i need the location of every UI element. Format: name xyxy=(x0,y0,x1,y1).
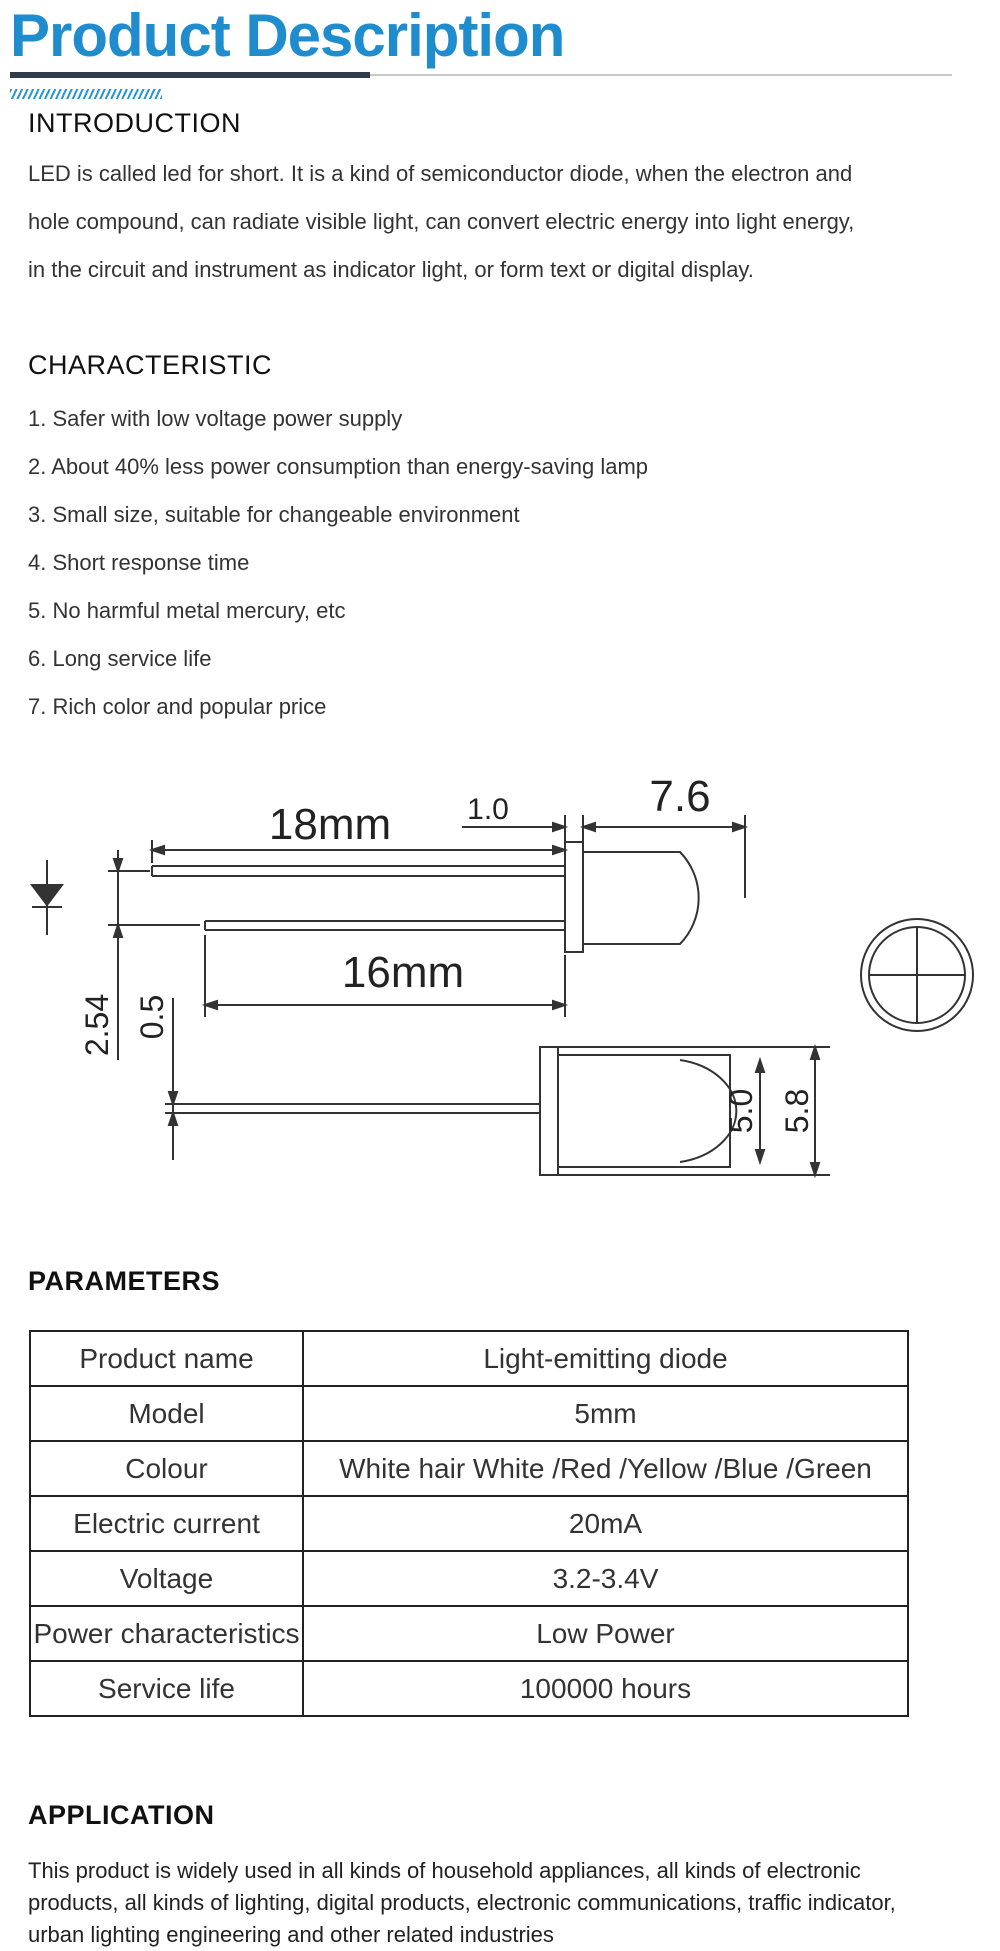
dim-arrow xyxy=(553,1001,565,1009)
side-flange xyxy=(540,1047,558,1175)
param-value: Light-emitting diode xyxy=(303,1331,908,1386)
dim-label-5-8: 5.8 xyxy=(779,1088,815,1134)
table-row xyxy=(30,1496,908,1551)
list-item: 5. No harmful metal mercury, etc xyxy=(28,598,346,623)
decorative-stripes xyxy=(10,89,162,99)
dim-arrow xyxy=(169,1092,177,1104)
dim-arrow xyxy=(553,823,565,831)
page-title: Product Description xyxy=(10,2,565,69)
dim-label-18mm: 18mm xyxy=(268,800,392,849)
application-heading: APPLICATION xyxy=(28,1800,215,1830)
param-name: Colour xyxy=(30,1441,303,1496)
led-lens xyxy=(583,852,699,944)
characteristic-list xyxy=(28,395,648,731)
table-row xyxy=(30,1661,908,1716)
dim-arrow xyxy=(114,925,122,937)
characteristic-heading: CHARACTERISTIC xyxy=(28,350,273,380)
param-value: 5mm xyxy=(303,1386,908,1441)
dim-label-16mm: 16mm xyxy=(341,948,465,997)
dim-arrow xyxy=(205,1001,217,1009)
side-body xyxy=(558,1055,730,1167)
application-line: This product is widely used in all kinds of household appliances, all kinds of electronic xyxy=(28,1858,861,1883)
parameters-table xyxy=(29,1330,909,1717)
param-value: 3.2-3.4V xyxy=(303,1551,908,1606)
application-text xyxy=(28,1855,988,1951)
diode-symbol-icon xyxy=(32,885,62,905)
dim-label-0-5: 0.5 xyxy=(134,994,170,1040)
dim-arrow xyxy=(756,1150,764,1162)
dim-arrow xyxy=(169,1113,177,1125)
introduction-line: hole compound, can radiate visible light, can convert electric energy into light energy, xyxy=(28,209,855,234)
table-row xyxy=(30,1331,908,1386)
table-row xyxy=(30,1441,908,1496)
dim-arrow xyxy=(733,823,745,831)
title-divider-accent xyxy=(10,72,370,78)
dim-arrow xyxy=(811,1163,819,1175)
application-line: products, all kinds of lighting, digital products, electronic communications, traffic indicator, xyxy=(28,1890,896,1915)
introduction-line: LED is called led for short. It is a kind of semiconductor diode, when the electron and xyxy=(28,161,853,186)
param-value: 20mA xyxy=(303,1496,908,1551)
dim-arrow xyxy=(756,1060,764,1072)
param-name: Product name xyxy=(30,1331,303,1386)
param-value: 100000 hours xyxy=(303,1661,908,1716)
list-item: 7. Rich color and popular price xyxy=(28,694,327,719)
param-name: Voltage xyxy=(30,1551,303,1606)
list-item: 3. Small size, suitable for changeable environment xyxy=(28,502,520,527)
dim-arrow xyxy=(583,823,595,831)
param-name: Power characteristics xyxy=(30,1606,303,1661)
introduction-line: in the circuit and instrument as indicator light, or form text or digital display. xyxy=(28,257,754,282)
led-flange xyxy=(565,842,583,952)
introduction-heading: INTRODUCTION xyxy=(28,108,241,138)
dim-label-1-0: 1.0 xyxy=(467,793,509,826)
dim-arrow xyxy=(553,846,565,854)
param-name: Electric current xyxy=(30,1496,303,1551)
parameters-heading: PARAMETERS xyxy=(28,1266,221,1296)
table-row xyxy=(30,1386,908,1441)
led-dimension-diagram xyxy=(0,755,1000,1185)
list-item: 6. Long service life xyxy=(28,646,212,671)
param-value: Low Power xyxy=(303,1606,908,1661)
list-item: 1. Safer with low voltage power supply xyxy=(28,406,403,431)
dim-arrow xyxy=(811,1047,819,1059)
dim-arrow xyxy=(114,859,122,871)
list-item: 2. About 40% less power consumption than energy-saving lamp xyxy=(28,454,649,479)
dim-label-7-6: 7.6 xyxy=(649,772,711,821)
application-line: urban lighting engineering and other related industries xyxy=(28,1922,554,1947)
dim-arrow xyxy=(152,846,164,854)
list-item: 4. Short response time xyxy=(28,550,250,575)
param-name: Service life xyxy=(30,1661,303,1716)
dim-label-2-54: 2.54 xyxy=(79,993,115,1057)
dim-label-5-0: 5.0 xyxy=(723,1088,759,1134)
param-value: White hair White /Red /Yellow /Blue /Green xyxy=(303,1441,908,1496)
table-row xyxy=(30,1606,908,1661)
introduction-text xyxy=(28,150,968,294)
table-row xyxy=(30,1551,908,1606)
param-name: Model xyxy=(30,1386,303,1441)
